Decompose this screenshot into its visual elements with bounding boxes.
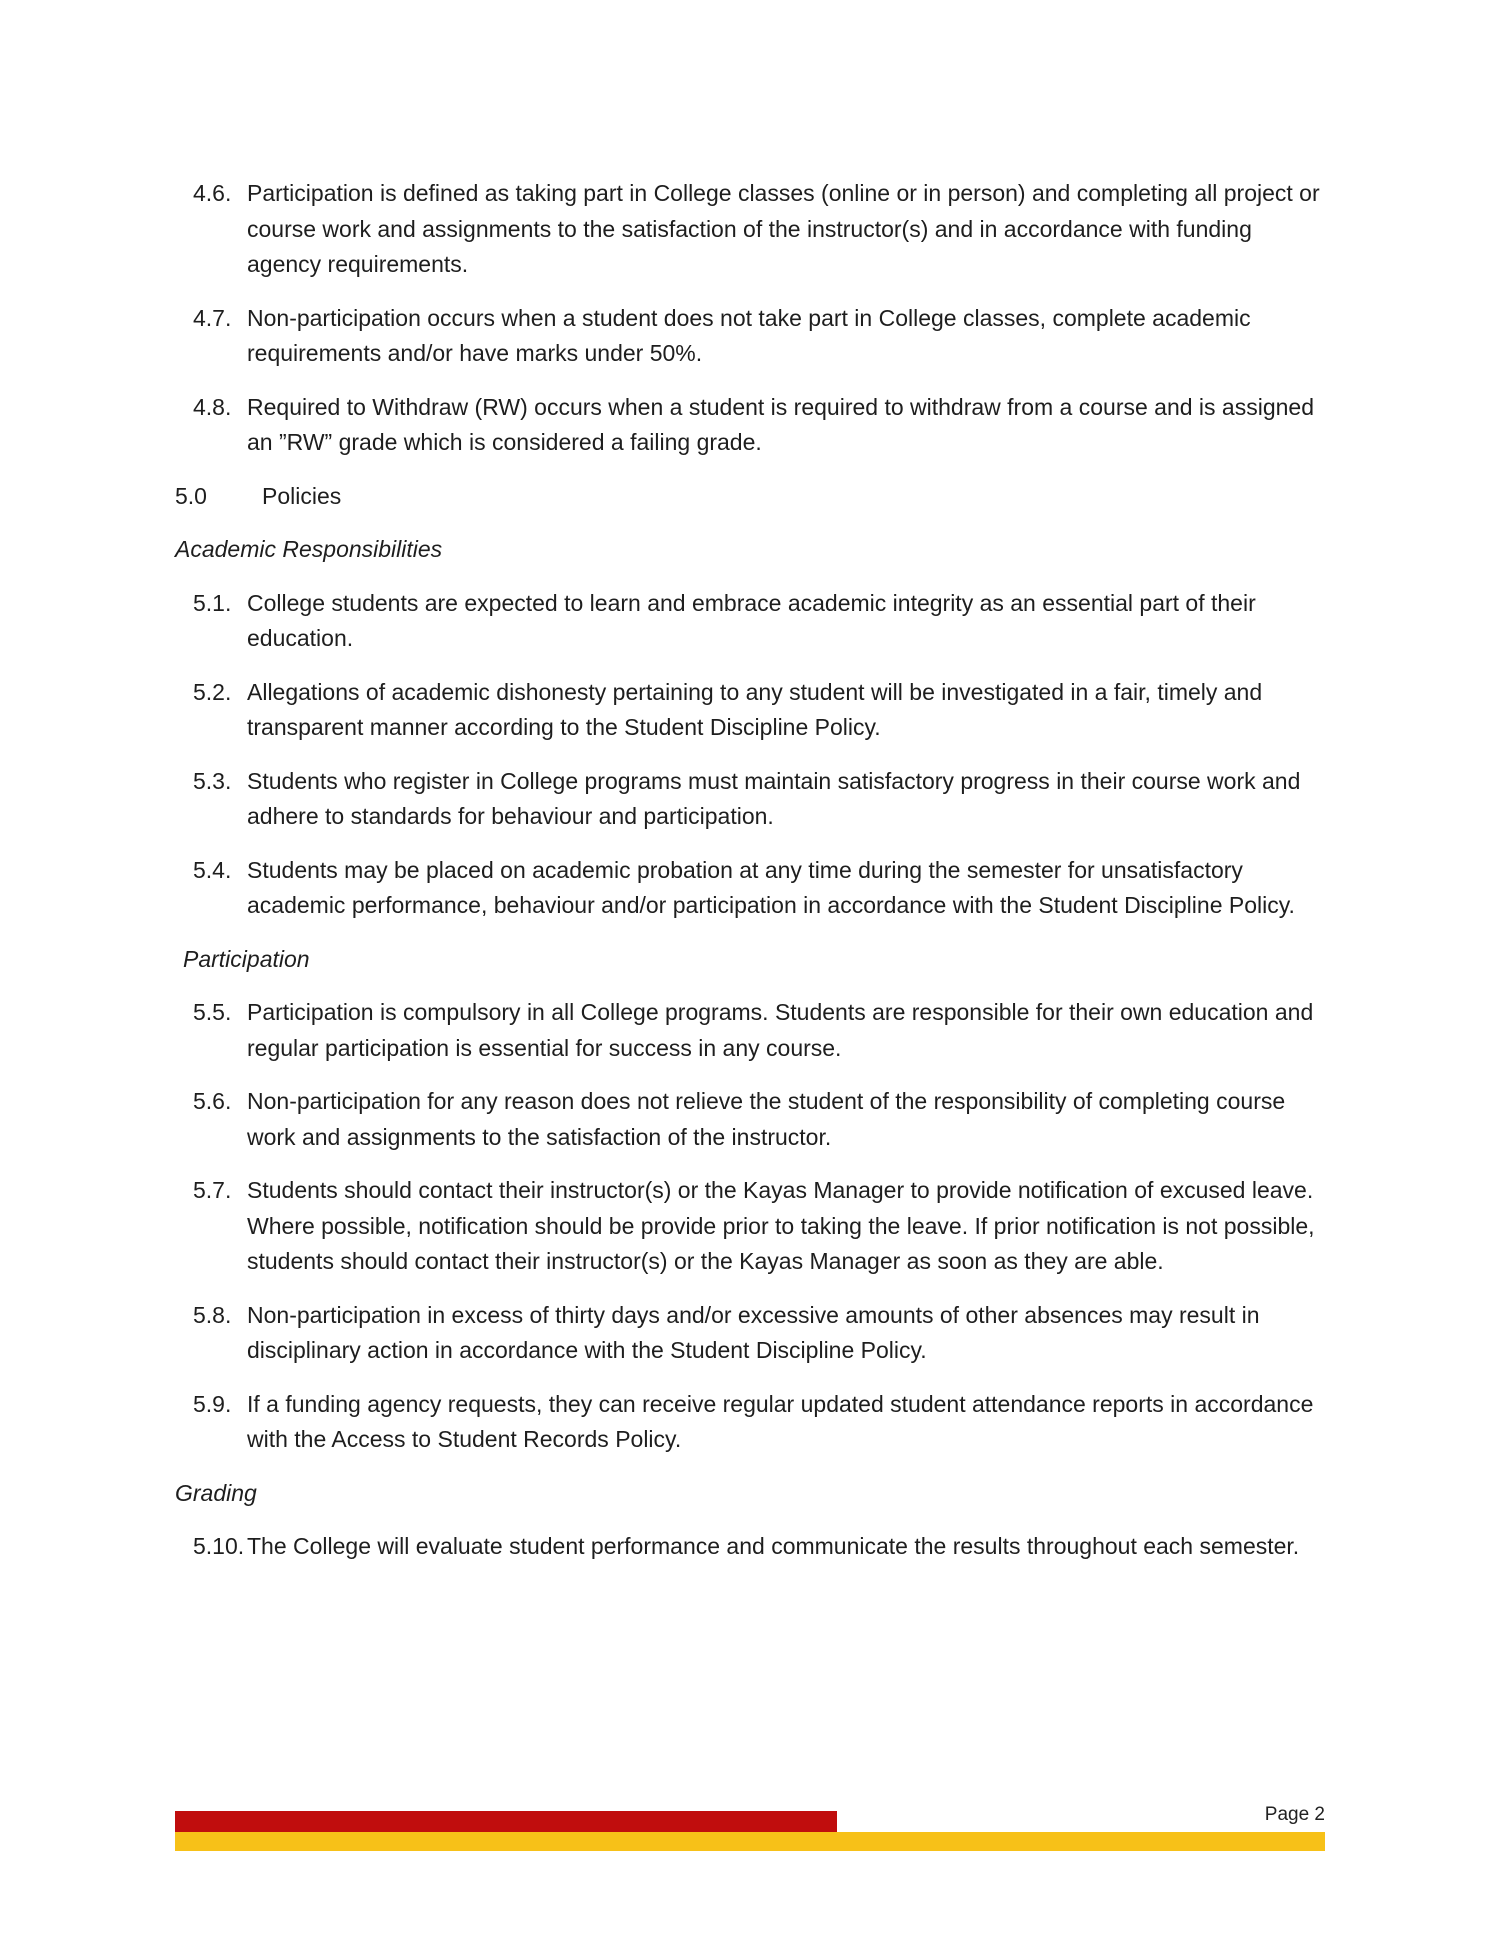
- item-number: 5.5.: [193, 999, 232, 1025]
- list-item: [175, 1084, 1325, 1155]
- footer-red-bar: [175, 1811, 837, 1832]
- page-content: [175, 176, 1325, 1583]
- item-text: If a funding agency requests, they can receive regular updated student attendance reports in accordance with the Access to Student Records Policy.: [247, 1390, 1314, 1452]
- item-number: 5.6.: [193, 1088, 232, 1114]
- item-text: Participation is defined as taking part in College classes (online or in person) and completing all project or course work and assignments to the satisfaction of the instructor(s) and in accordance with funding agency requirements.: [247, 180, 1320, 277]
- subheading-academic: Academic Responsibilities: [175, 536, 443, 562]
- page-number: Page 2: [1264, 1804, 1325, 1825]
- list-item: [175, 1387, 1325, 1458]
- item-number: 5.2.: [193, 678, 232, 705]
- footer-yellow-bar: [175, 1832, 1325, 1851]
- item-number: 5.7.: [193, 1177, 232, 1203]
- section-title: Policies: [262, 482, 342, 509]
- list-item: [175, 176, 1325, 283]
- item-number: 4.8.: [193, 393, 232, 420]
- item-number: 5.1.: [193, 589, 232, 616]
- item-text: Allegations of academic dishonesty pertaining to any student will be investigated in a fair, timely and transparent manner according to the Student Discipline Policy.: [247, 678, 1263, 740]
- list-item: [175, 995, 1325, 1066]
- item-number: 4.6.: [193, 180, 232, 206]
- item-text: Required to Withdraw (RW) occurs when a student is required to withdraw from a course and is assigned an ”RW” grade which is considered a failing grade.: [247, 393, 1314, 455]
- subheading-participation: Participation: [183, 945, 310, 972]
- list-item: [175, 301, 1325, 372]
- section-number: 5.0: [175, 482, 207, 509]
- item-text: Non-participation in excess of thirty days and/or excessive amounts of other absences may result in disciplinary action in accordance with the Student Discipline Policy.: [247, 1301, 1260, 1363]
- item-text: Non-participation for any reason does not relieve the student of the responsibility of completing course work and assignments to the satisfaction of the instructor.: [247, 1088, 1286, 1150]
- list-item: [175, 390, 1325, 461]
- list-item: [175, 586, 1325, 657]
- section-heading: [175, 479, 1325, 515]
- item-number: 5.9.: [193, 1390, 232, 1417]
- item-text: Non-participation occurs when a student does not take part in College classes, complete academic requirements and/or have marks under 50%.: [247, 304, 1251, 366]
- item-number: 5.8.: [193, 1301, 232, 1328]
- subheading-grading: Grading: [175, 1479, 257, 1506]
- item-text: Students should contact their instructor(s) or the Kayas Manager to provide notification of excused leave. Where possible, notification should be provide prior to taking the leave. If prior notification is not possible, students should contact their instructor(s) or the Kayas Manager as soon as they are able.: [247, 1177, 1315, 1274]
- list-item: [175, 675, 1325, 746]
- item-number: 5.3.: [193, 767, 232, 794]
- item-text: Students who register in College programs must maintain satisfactory progress in their course work and adhere to standards for behaviour and participation.: [247, 767, 1301, 829]
- item-text: Students may be placed on academic probation at any time during the semester for unsatisfactory academic performance, behaviour and/or participation in accordance with the Student Discipline Policy.: [247, 856, 1295, 918]
- item-text: The College will evaluate student performance and communicate the results throughout each semester.: [247, 1533, 1300, 1559]
- item-number: 5.10.: [193, 1533, 245, 1559]
- item-number: 4.7.: [193, 304, 232, 331]
- list-item: [175, 764, 1325, 835]
- list-item: [175, 853, 1325, 924]
- item-number: 5.4.: [193, 856, 232, 883]
- list-item: [175, 1298, 1325, 1369]
- list-item: [175, 1173, 1325, 1280]
- item-text: College students are expected to learn and embrace academic integrity as an essential part of their education.: [247, 589, 1256, 651]
- item-text: Participation is compulsory in all College programs. Students are responsible for their own education and regular participation is essential for success in any course.: [247, 999, 1314, 1061]
- list-item: [175, 1529, 1325, 1565]
